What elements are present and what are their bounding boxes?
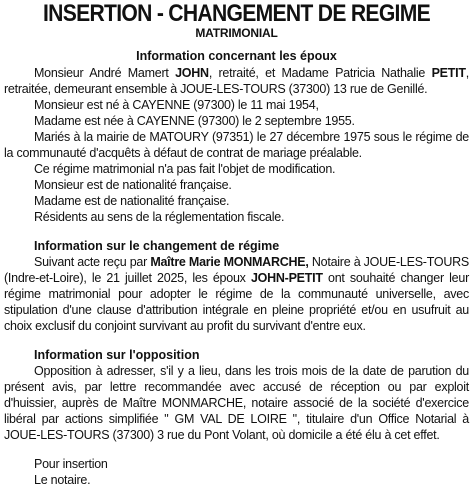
- wife-name: PETIT: [431, 66, 466, 80]
- text-run: , retraitée, demeurant ensemble à JOUE-LES-TOURS (37300) 13 rue de Genillé.: [4, 66, 469, 96]
- text-run: ont souhaité changer leur régime matrimonial pour adopter le régime de la communauté universelle, avec stipulation d'une clause d'attribution intégrale en pleine propriété et/ou en usufruit au choix exclusif du conjoint survivant au profit du survivant d'entre eux.: [4, 271, 469, 333]
- regime-modification-line: Ce régime matrimonial n'a pas fait l'objet de modification.: [34, 162, 336, 176]
- notary-name: Maître Marie MONMARCHE,: [150, 255, 309, 269]
- regime-change-paragraph: [4, 254, 469, 334]
- notice-subtitle: MATRIMONIAL: [195, 26, 278, 40]
- spacer: [4, 334, 469, 347]
- marriage-paragraph: Mariés à la mairie de MATOURY (97351) le 27 décembre 1975 sous le régime de la communauté d'acquêts à défaut de contrat de mariage préalable.: [4, 130, 469, 160]
- section-heading-regime-change: Information sur le changement de régime: [34, 239, 280, 253]
- opposition-paragraph: Opposition à adresser, s'il y a lieu, dans les trois mois de la date de parution du présent avis, par lettre recommandée avec accusé de réception ou par exploit d'huissier, auprès de Maître MONMARCHE, notaire associé de la société d'exercice libéral par actions simplifiée " GM VAL DE LOIRE ", titulaire d'un Office Notarial à JOUE-LES-TOURS (37300) 3 rue du Pont Volant, où domicile a été élu à cet effet.: [4, 364, 469, 442]
- closing-line-insertion: Pour insertion: [34, 457, 108, 471]
- text-run: Suivant acte reçu par: [34, 255, 151, 269]
- section-heading-spouses: Information concernant les époux: [136, 49, 337, 63]
- spacer: [4, 443, 469, 456]
- notice-title: INSERTION - CHANGEMENT DE REGIME: [42, 0, 430, 27]
- husband-nationality-line: Monsieur est de nationalité française.: [34, 178, 232, 192]
- spacer: [4, 225, 469, 238]
- text-run: Monsieur André Mamert: [34, 66, 176, 80]
- tax-residence-line: Résidents au sens de la réglementation fiscale.: [34, 210, 285, 224]
- text-run: Notaire à JOUE-LES-TOURS (Indre-et-Loire), le 21 juillet 2025, les époux: [4, 255, 469, 285]
- wife-birth-line: Madame est née à CAYENNE (97300) le 2 septembre 1955.: [34, 114, 355, 128]
- section-heading-opposition: Information sur l'opposition: [34, 348, 200, 362]
- husband-birth-line: Monsieur est né à CAYENNE (97300) le 11 mai 1954,: [34, 98, 319, 112]
- spouses-name: JOHN-PETIT: [250, 271, 323, 285]
- husband-name: JOHN: [175, 66, 209, 80]
- closing-line-notary: Le notaire.: [34, 473, 91, 487]
- wife-nationality-line: Madame est de nationalité française.: [34, 194, 230, 208]
- spouses-paragraph: [4, 65, 469, 97]
- text-run: , retraité, et Madame Patricia Nathalie: [208, 66, 432, 80]
